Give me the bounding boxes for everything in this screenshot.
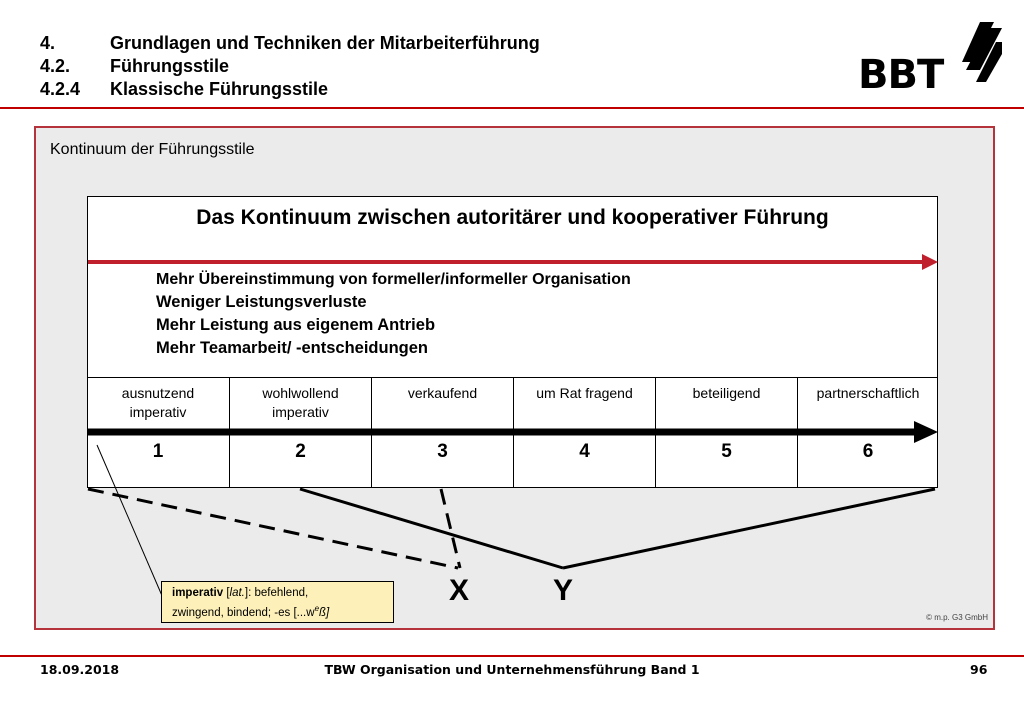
- section-title: Klassische Führungsstile: [110, 79, 329, 99]
- section-title: Führungsstile: [110, 56, 230, 76]
- style-number: 5: [721, 441, 732, 462]
- note-term: imperativ: [172, 587, 224, 599]
- logo-text: BBT: [858, 52, 944, 98]
- benefit-item: Weniger Leistungsverluste: [156, 293, 367, 311]
- section-number: 4.: [40, 33, 56, 53]
- benefit-item: Mehr Leistung aus eigenem Antrieb: [156, 316, 436, 334]
- note-text: ß]: [319, 606, 330, 619]
- style-label: um Rat fragend: [536, 385, 633, 401]
- style-label: ausnutzend imperativ: [121, 385, 195, 420]
- footer-rule: [0, 655, 1024, 657]
- style-number: 3: [437, 441, 448, 462]
- footer-page: 96: [970, 662, 988, 677]
- note-lang: lat.: [229, 587, 245, 599]
- slide-subtitle: Kontinuum der Führungsstile: [50, 141, 255, 158]
- marker-x: X: [449, 574, 470, 607]
- style-number: 1: [152, 441, 164, 462]
- note-text: ]: befehlend,: [244, 587, 309, 599]
- note-pointer: [97, 445, 163, 598]
- style-number: 2: [295, 441, 306, 462]
- style-label: partnerschaftlich: [816, 385, 920, 401]
- y-line: [563, 489, 935, 568]
- black-arrow-head: [914, 421, 938, 443]
- copyright: © m.p. G3 GmbH: [926, 613, 988, 622]
- benefit-item: Mehr Übereinstimmung von formeller/informeller Organisation: [156, 271, 631, 288]
- style-label: wohlwollend imperativ: [262, 385, 339, 420]
- marker-y: Y: [553, 574, 574, 607]
- section-number: 4.2.4: [40, 79, 81, 99]
- x-dashed-line: [441, 489, 460, 568]
- section-number: 4.2.: [40, 56, 71, 76]
- footer-date: 18.09.2018: [40, 662, 120, 677]
- note-sup: e: [314, 604, 320, 613]
- style-label: beteiligend: [692, 385, 761, 401]
- y-line: [300, 489, 563, 568]
- note-text: zwingend, bindend; -es [...w: [172, 606, 315, 619]
- style-number: 4: [579, 441, 590, 462]
- continuum-title: Das Kontinuum zwischen autoritärer und kooperativer Führung: [196, 206, 829, 229]
- x-dashed-line: [88, 489, 458, 568]
- footer-title: TBW Organisation und Unternehmensführung Band 1: [324, 662, 700, 677]
- section-title: Grundlagen und Techniken der Mitarbeiterführung: [110, 33, 540, 53]
- red-arrow-head: [922, 254, 938, 270]
- style-number: 6: [862, 441, 874, 462]
- definition-note: imperativ [lat.]: befehlend, zwingend, bindend; -es $[...w^eß]$: [161, 581, 394, 623]
- style-label: verkaufend: [407, 385, 478, 401]
- benefit-item: Mehr Teamarbeit/ -entscheidungen: [156, 339, 428, 357]
